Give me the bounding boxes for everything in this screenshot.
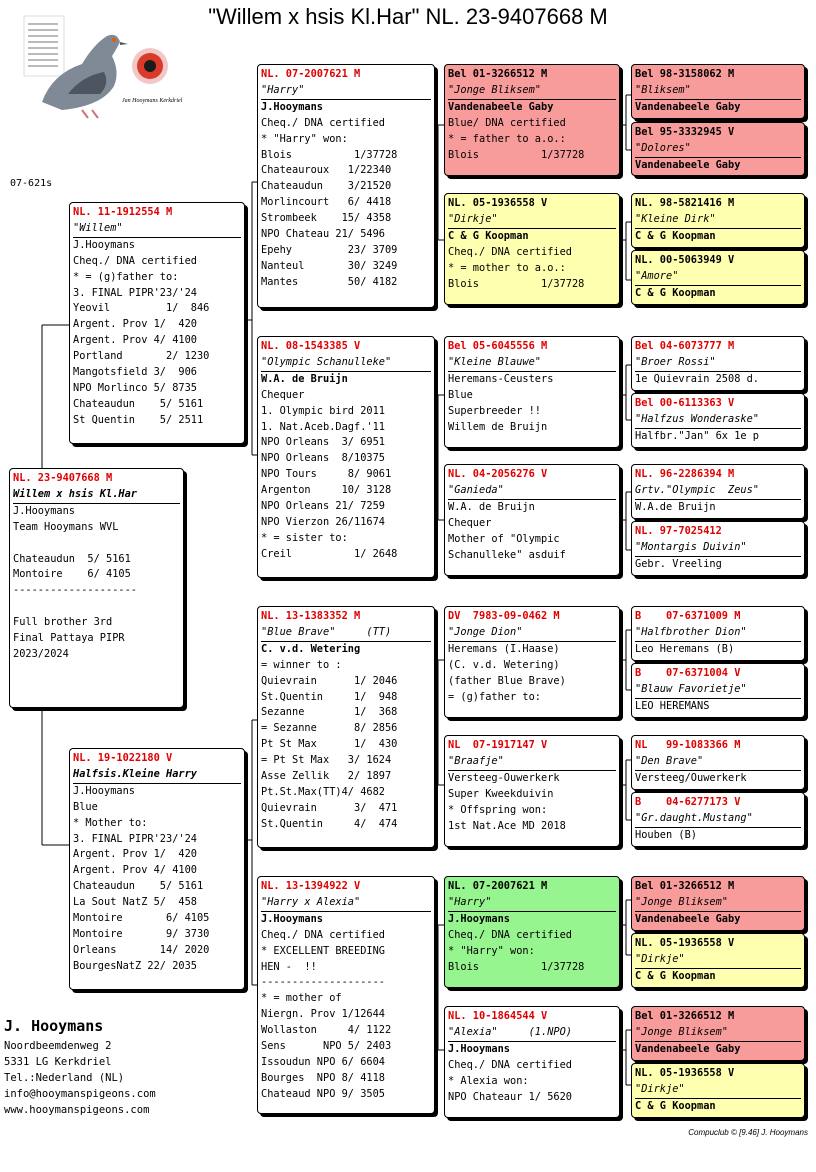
info-line: -------------------- bbox=[261, 976, 385, 989]
info-line: * "Harry" won: bbox=[448, 944, 535, 957]
ring-number: NL. 05-1936558 V bbox=[448, 197, 548, 209]
ring-number: NL. 08-1543385 V bbox=[261, 340, 361, 352]
pigeon-name: "Jonge Bliksem" bbox=[635, 895, 801, 912]
ring-number: Bel 01-3266512 M bbox=[448, 68, 548, 80]
info-line: St.Quentin 1/ 948 bbox=[261, 690, 398, 703]
owner-line: Noordbeemdenweg 2 bbox=[4, 1040, 112, 1052]
ring-number: NL. 05-1936558 V bbox=[635, 1067, 735, 1079]
info-line: 2023/2024 bbox=[13, 647, 69, 660]
info-line: Argent. Prov 1/ 420 bbox=[73, 318, 197, 331]
info-line: J.Hooymans bbox=[73, 238, 135, 251]
card-gggp-4 bbox=[631, 250, 805, 305]
pigeon-name: "Dirkje" bbox=[635, 952, 801, 969]
pigeon-name: "Den Brave" bbox=[635, 754, 801, 771]
card-father bbox=[69, 202, 245, 444]
card-mother bbox=[69, 748, 245, 990]
info-line: Yeovil 1/ 846 bbox=[73, 302, 210, 315]
info-line: Blue bbox=[73, 800, 98, 813]
info-line: W.A. de Bruijn bbox=[261, 372, 348, 385]
pigeon-name: Halfsis.Kleine Harry bbox=[73, 767, 241, 784]
info-line: Vandenabeele Gaby bbox=[635, 100, 741, 113]
info-line: Quievrain 1/ 2046 bbox=[261, 674, 398, 687]
info-line: Team Hooymans WVL bbox=[13, 520, 119, 533]
info-line: W.A. de Bruijn bbox=[448, 500, 535, 513]
info-line: Schanulleke" asduif bbox=[448, 548, 566, 561]
info-line: * = (g)father to: bbox=[73, 270, 179, 283]
info-line: Mangotsfield 3/ 906 bbox=[73, 366, 197, 379]
ring-number: Bel 95-3332945 V bbox=[635, 126, 735, 138]
card-gggp-3 bbox=[631, 193, 805, 248]
pigeon-name: "Willem" bbox=[73, 221, 241, 238]
info-line: NPO Orleans 21/ 7259 bbox=[261, 500, 385, 513]
info-line: Versteeg/Ouwerkerk bbox=[635, 771, 747, 784]
info-line: Orleans 14/ 2020 bbox=[73, 943, 210, 956]
info-line: Argent. Prov 1/ 420 bbox=[73, 848, 197, 861]
owner-email-link[interactable]: info@hooymanspigeons.com bbox=[4, 1088, 156, 1100]
card-father-father bbox=[257, 64, 435, 308]
info-line: St.Quentin 4/ 474 bbox=[261, 817, 398, 830]
info-line: Willem de Bruijn bbox=[448, 420, 548, 433]
info-line: Argenton 10/ 3128 bbox=[261, 484, 392, 497]
info-line: Issoudun NPO 6/ 6604 bbox=[261, 1055, 385, 1068]
pigeon-name: "Harry" bbox=[261, 83, 431, 100]
logo-caption: Jan Hooymans Kerkdriel bbox=[122, 98, 183, 104]
ring-number: NL. 00-5063949 V bbox=[635, 254, 735, 266]
card-gggp-11 bbox=[631, 735, 805, 790]
info-line: Heremans (I.Haase) bbox=[448, 642, 560, 655]
info-line: Sezanne 1/ 368 bbox=[261, 706, 398, 719]
info-line: J.Hooymans bbox=[261, 912, 323, 925]
card-fm-mother bbox=[444, 464, 620, 576]
info-line: Cheq./ DNA certified bbox=[261, 928, 385, 941]
card-gggp-7 bbox=[631, 464, 805, 519]
pigeon-name: "Ganieda" bbox=[448, 483, 616, 500]
info-line: Morlincourt 6/ 4418 bbox=[261, 196, 392, 209]
card-ff-father bbox=[444, 64, 620, 176]
pigeon-name: "Montargis Duivin" bbox=[635, 540, 801, 557]
info-line: NPO Vierzon 26/11674 bbox=[261, 515, 385, 528]
info-line: Blois 1/37728 bbox=[261, 148, 398, 161]
card-gggp-15 bbox=[631, 1006, 805, 1061]
pigeon-name: "Jonge Bliksem" bbox=[635, 1025, 801, 1042]
info-line: Chateaud NPO 9/ 3505 bbox=[261, 1087, 385, 1100]
ring-number: NL. 23-9407668 M bbox=[13, 472, 113, 484]
owner-block bbox=[4, 1018, 156, 1118]
info-line: * = mother of bbox=[261, 992, 342, 1005]
info-line: Argent. Prov 4/ 4100 bbox=[73, 334, 197, 347]
card-gggp-9 bbox=[631, 606, 805, 661]
card-gggp-16 bbox=[631, 1063, 805, 1118]
info-line: Argent. Prov 4/ 4100 bbox=[73, 864, 197, 877]
card-gggp-5 bbox=[631, 336, 805, 391]
info-line: Full brother 3rd bbox=[13, 616, 113, 629]
info-line: Vandenabeele Gaby bbox=[635, 912, 741, 925]
info-line: La Sout NatZ 5/ 458 bbox=[73, 896, 197, 909]
card-gggp-12 bbox=[631, 792, 805, 847]
pigeon-name: "Blue Brave" (TT) bbox=[261, 625, 431, 642]
info-line: Quievrain 3/ 471 bbox=[261, 801, 398, 814]
info-line: C & G Koopman bbox=[635, 1099, 716, 1112]
info-line: * = father to a.o.: bbox=[448, 132, 566, 145]
ring-number: NL. 05-1936558 V bbox=[635, 937, 735, 949]
ring-number: NL 07-1917147 V bbox=[448, 739, 548, 751]
info-line: 1. Olympic bird 2011 bbox=[261, 404, 385, 417]
info-line: Chateaudun 5/ 5161 bbox=[13, 552, 131, 565]
info-line: = Sezanne 8/ 2856 bbox=[261, 722, 398, 735]
ring-number: Bel 04-6073777 M bbox=[635, 340, 735, 352]
info-line: J.Hooymans bbox=[448, 1042, 510, 1055]
info-line: Cheq./ DNA certified bbox=[448, 1058, 572, 1071]
info-line: Asse Zellik 2/ 1897 bbox=[261, 770, 392, 783]
info-line: Epehy 23/ 3709 bbox=[261, 243, 398, 256]
info-line: -------------------- bbox=[13, 584, 137, 597]
pigeon-name: Grtv."Olympic Zeus" bbox=[635, 483, 801, 500]
card-mf-father bbox=[444, 606, 620, 718]
info-line: Mantes 50/ 4182 bbox=[261, 275, 398, 288]
card-mf-mother bbox=[444, 735, 620, 847]
pigeon-name: "Broer Rossi" bbox=[635, 355, 801, 372]
info-line bbox=[13, 599, 180, 615]
info-line: BourgesNatZ 22/ 2035 bbox=[73, 959, 197, 972]
ring-number: Bel 00-6113363 V bbox=[635, 397, 735, 409]
owner-name: J. Hooymans bbox=[4, 1017, 104, 1035]
info-line: Versteeg-Ouwerkerk bbox=[448, 771, 560, 784]
info-line: = (g)father to: bbox=[448, 690, 541, 703]
info-line: Vandenabeele Gaby bbox=[448, 100, 554, 113]
info-line: Wollaston 4/ 1122 bbox=[261, 1024, 392, 1037]
info-line bbox=[13, 536, 180, 552]
card-ff-mother bbox=[444, 193, 620, 305]
card-gggp-1 bbox=[631, 64, 805, 119]
info-line: Chateaudun 5/ 5161 bbox=[73, 397, 204, 410]
info-line: Gebr. Vreeling bbox=[635, 557, 722, 570]
info-line: Blois 1/37728 bbox=[448, 277, 585, 290]
info-line: J.Hooymans bbox=[261, 100, 323, 113]
pigeon-name: "Harry x Alexia" bbox=[261, 895, 431, 912]
info-line: J.Hooymans bbox=[448, 912, 510, 925]
ring-number: Bel 05-6045556 M bbox=[448, 340, 548, 352]
card-mother-father bbox=[257, 606, 435, 848]
pigeon-name: "Jonge Dion" bbox=[448, 625, 616, 642]
ring-number: NL. 19-1022180 V bbox=[73, 752, 173, 764]
info-line: Portland 2/ 1230 bbox=[73, 350, 210, 363]
pigeon-name: "Harry" bbox=[448, 895, 616, 912]
owner-line: Tel.:Nederland (NL) bbox=[4, 1072, 125, 1084]
info-line: Montoire 9/ 3730 bbox=[73, 927, 210, 940]
info-line: (father Blue Brave) bbox=[448, 674, 566, 687]
card-mm-father bbox=[444, 876, 620, 988]
info-line: Strombeek 15/ 4358 bbox=[261, 212, 392, 225]
ring-number: NL. 04-2056276 V bbox=[448, 468, 548, 480]
card-fm-father bbox=[444, 336, 620, 448]
ring-number: Bel 98-3158062 M bbox=[635, 68, 735, 80]
ring-number: NL. 96-2286394 M bbox=[635, 468, 735, 480]
info-line: 3. FINAL PIPR'23/'24 bbox=[73, 286, 197, 299]
info-line: Blue bbox=[448, 388, 473, 401]
info-line: * Offspring won: bbox=[448, 803, 548, 816]
info-line: (C. v.d. Wetering) bbox=[448, 658, 560, 671]
info-line: C & G Koopman bbox=[635, 229, 716, 242]
info-line: Pt St Max 1/ 430 bbox=[261, 738, 398, 751]
card-subject bbox=[9, 468, 184, 708]
info-line: Chateauroux 1/22340 bbox=[261, 164, 392, 177]
info-line: Nanteul 30/ 3249 bbox=[261, 259, 398, 272]
pigeon-name: "Dolores" bbox=[635, 141, 801, 158]
info-line: Vandenabeele Gaby bbox=[635, 158, 741, 171]
ring-code: 07-621s bbox=[10, 178, 53, 189]
info-line: Pt.St.Max(TT)4/ 4682 bbox=[261, 785, 385, 798]
info-line: St Quentin 5/ 2511 bbox=[73, 413, 204, 426]
card-gggp-13 bbox=[631, 876, 805, 931]
info-line: C & G Koopman bbox=[448, 229, 529, 242]
info-line: * Mother to: bbox=[73, 816, 148, 829]
ring-number: B 04-6277173 V bbox=[635, 796, 741, 808]
pigeon-name: "Amore" bbox=[635, 269, 801, 286]
info-line: Blois 1/37728 bbox=[448, 148, 585, 161]
info-line: Heremans-Ceusters bbox=[448, 372, 554, 385]
ring-number: NL. 07-2007621 M bbox=[261, 68, 361, 80]
ring-number: NL 99-1083366 M bbox=[635, 739, 741, 751]
info-line: Cheq./ DNA certified bbox=[448, 928, 572, 941]
info-line: NPO Morlinco 5/ 8735 bbox=[73, 381, 197, 394]
info-line: Cheq./ DNA certified bbox=[448, 245, 572, 258]
info-line: NPO Chateaur 1/ 5620 bbox=[448, 1090, 572, 1103]
pigeon-name: "Gr.daught.Mustang" bbox=[635, 811, 801, 828]
pigeon-name: "Blauw Favorietje" bbox=[635, 682, 801, 699]
info-line: J.Hooymans bbox=[73, 784, 135, 797]
owner-website-link[interactable]: www.hooymanspigeons.com bbox=[4, 1104, 150, 1116]
info-line: Chateaudun 3/21520 bbox=[261, 180, 392, 193]
pigeon-name: "Alexia" (1.NPO) bbox=[448, 1025, 616, 1042]
info-line: Chequer bbox=[261, 388, 305, 401]
info-line: Leo Heremans (B) bbox=[635, 642, 735, 655]
info-line: * = mother to a.o.: bbox=[448, 261, 566, 274]
info-line: Superbreeder !! bbox=[448, 404, 541, 417]
info-line: 3. FINAL PIPR'23/'24 bbox=[73, 832, 197, 845]
card-father-mother bbox=[257, 336, 435, 578]
info-line: NPO Orleans 8/10375 bbox=[261, 452, 385, 465]
info-line: 1e Quievrain 2508 d. bbox=[635, 372, 759, 385]
info-line: NPO Tours 8/ 9061 bbox=[261, 468, 392, 481]
owner-line: 5331 LG Kerkdriel bbox=[4, 1056, 112, 1068]
info-line: LEO HEREMANS bbox=[635, 699, 710, 712]
ring-number: NL. 98-5821416 M bbox=[635, 197, 735, 209]
pigeon-name: "Kleine Blauwe" bbox=[448, 355, 616, 372]
info-line: * EXCELLENT BREEDING bbox=[261, 944, 385, 957]
ring-number: NL. 07-2007621 M bbox=[448, 880, 548, 892]
info-line: = Pt St Max 3/ 1624 bbox=[261, 754, 392, 767]
card-gggp-8 bbox=[631, 521, 805, 576]
ring-number: NL. 11-1912554 M bbox=[73, 206, 173, 218]
info-line: = winner to : bbox=[261, 658, 342, 671]
pigeon-name: "Olympic Schanulleke" bbox=[261, 355, 431, 372]
info-line: C & G Koopman bbox=[635, 286, 716, 299]
info-line: C & G Koopman bbox=[635, 969, 716, 982]
info-line: Final Pattaya PIPR bbox=[13, 632, 125, 645]
info-line: Blois 1/37728 bbox=[448, 960, 585, 973]
footer-credit: Compuclub © [9.46] J. Hooymans bbox=[688, 1128, 808, 1137]
ring-number: Bel 01-3266512 M bbox=[635, 880, 735, 892]
info-line: Cheq./ DNA certified bbox=[73, 254, 197, 267]
info-line: * "Harry" won: bbox=[261, 132, 348, 145]
info-line: NPO Orleans 3/ 6951 bbox=[261, 436, 385, 449]
info-line: Vandenabeele Gaby bbox=[635, 1042, 741, 1055]
pigeon-name: "Dirkje" bbox=[448, 212, 616, 229]
ring-number: B 07-6371009 M bbox=[635, 610, 741, 622]
info-line: NPO Chateau 21/ 5496 bbox=[261, 228, 385, 241]
pigeon-name: "Bliksem" bbox=[635, 83, 801, 100]
info-line: Montoire 6/ 4105 bbox=[13, 568, 131, 581]
card-gggp-6 bbox=[631, 393, 805, 448]
card-gggp-10 bbox=[631, 663, 805, 718]
info-line: C. v.d. Wetering bbox=[261, 642, 361, 655]
info-line: Niergn. Prov 1/12644 bbox=[261, 1008, 385, 1021]
ring-number: Bel 01-3266512 M bbox=[635, 1010, 735, 1022]
info-line: W.A.de Bruijn bbox=[635, 500, 716, 513]
ring-number: NL. 10-1864544 V bbox=[448, 1010, 548, 1022]
info-line: Montoire 6/ 4105 bbox=[73, 912, 210, 925]
info-line: Sens NPO 5/ 2403 bbox=[261, 1040, 392, 1053]
pigeon-name: "Braafje" bbox=[448, 754, 616, 771]
info-line: Blue/ DNA certified bbox=[448, 116, 566, 129]
card-gggp-2 bbox=[631, 122, 805, 176]
pigeon-name: "Halfzus Wonderaske" bbox=[635, 412, 801, 429]
info-line: Houben (B) bbox=[635, 828, 697, 841]
info-line: HEN - !! bbox=[261, 960, 317, 973]
info-line: Cheq./ DNA certified bbox=[261, 116, 385, 129]
info-line: Mother of "Olympic bbox=[448, 532, 560, 545]
info-line: 1st Nat.Ace MD 2018 bbox=[448, 819, 566, 832]
pedigree-title: "Willem x hsis Kl.Har" NL. 23-9407668 M bbox=[208, 4, 608, 29]
card-mm-mother bbox=[444, 1006, 620, 1118]
info-line: Halfbr."Jan" 6x 1e p bbox=[635, 429, 759, 442]
info-line: Chequer bbox=[448, 516, 492, 529]
ring-number: NL. 13-1383352 M bbox=[261, 610, 361, 622]
ring-number: NL. 97-7025412 bbox=[635, 525, 722, 537]
info-line: Creil 1/ 2648 bbox=[261, 547, 398, 560]
pigeon-name: Willem x hsis Kl.Har bbox=[13, 487, 180, 504]
ring-number: B 07-6371004 V bbox=[635, 667, 741, 679]
info-line: * Alexia won: bbox=[448, 1074, 529, 1087]
info-line: Super Kweekduivin bbox=[448, 787, 554, 800]
info-line: J.Hooymans bbox=[13, 504, 75, 517]
ring-number: NL. 13-1394922 V bbox=[261, 880, 361, 892]
pigeon-name: "Kleine Dirk" bbox=[635, 212, 801, 229]
pigeon-name: "Jonge Bliksem" bbox=[448, 83, 616, 100]
card-mother-mother bbox=[257, 876, 435, 1114]
info-line: 1. Nat.Aceb.Dagf.'11 bbox=[261, 420, 385, 433]
info-line: * = sister to: bbox=[261, 531, 348, 544]
pigeon-name: "Dirkje" bbox=[635, 1082, 801, 1099]
info-line: Chateaudun 5/ 5161 bbox=[73, 880, 204, 893]
card-gggp-14 bbox=[631, 933, 805, 988]
info-line: Bourges NPO 8/ 4118 bbox=[261, 1071, 385, 1084]
pigeon-name: "Halfbrother Dion" bbox=[635, 625, 801, 642]
ring-number: DV 7983-09-0462 M bbox=[448, 610, 560, 622]
